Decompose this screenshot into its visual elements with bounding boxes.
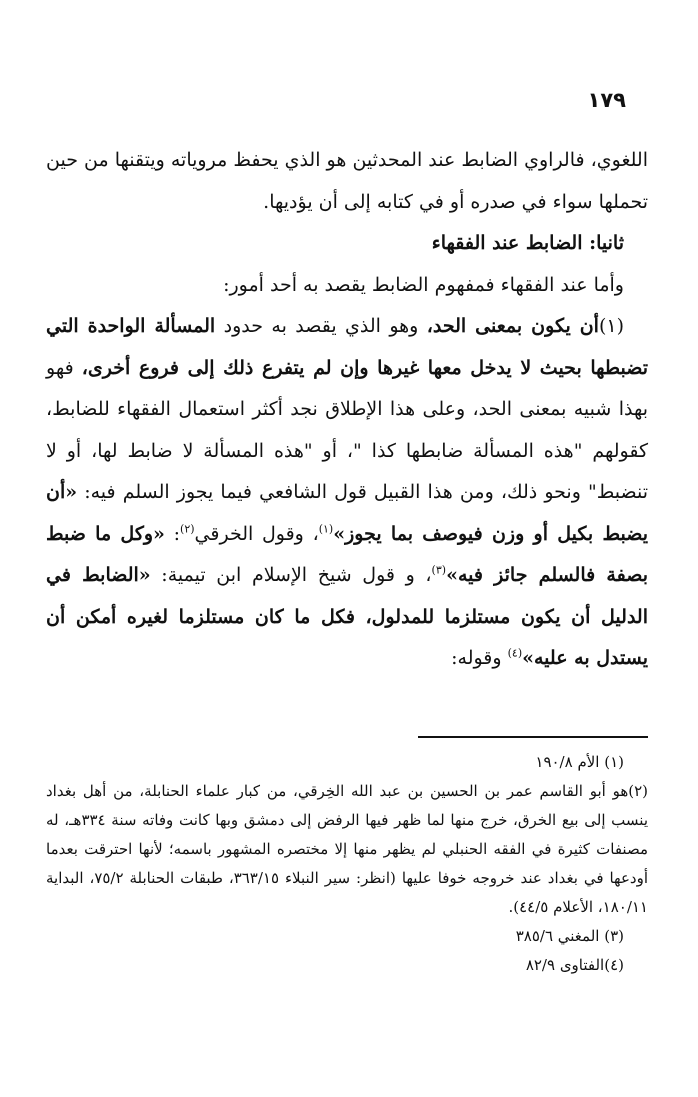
paragraph-item-1 xyxy=(46,306,648,680)
page-number: ١٧٩ xyxy=(587,88,626,112)
section-heading: ثانيا: الضابط عند الفقهاء xyxy=(431,232,624,254)
item-number: (١) xyxy=(598,315,625,337)
footnote-ref-4: (٤) xyxy=(507,646,523,660)
footnote-ref-3: (٣) xyxy=(431,563,447,577)
footnote-ref-2: (٢) xyxy=(180,522,195,536)
footnote-divider xyxy=(418,736,648,738)
footnote-2: (٢)هو أبو القاسم عمر بن الحسين بن عبد الله الخِرقي، من كبار علماء الحنابلة، من أهل بغداد ينسب إلى بيع الخرق، خرج منها لما ظهر فيها الرفض إلى دمشق وبها كانت وفاته سنة ٣٣٤هـ، له مصنفات كثيرة في الفقه الحنبلي لم يظهر منها إلا مختصره المشهور باسمه؛ لأنها احترقت بعدما أودعها في بغداد عند خروجه خوفا عليها (انظر: سير النبلاء ٣٦٣/١٥، طبقات الحنابلة ٧٥/٢، البداية ١٨٠/١١، الأعلام ٤٤/٥). xyxy=(46,782,648,916)
item-text-e: ، و قول شيخ الإسلام ابن تيمية: xyxy=(150,564,432,586)
footnote-3: (٣) المغني ٣٨٥/٦ xyxy=(515,927,624,945)
paragraph-intro: اللغوي، فالراوي الضابط عند المحدثين هو الذي يحفظ مروياته ويتقنها من حين تحملها سواء في صدره أو في كتابه إلى أن يؤديها. xyxy=(46,149,648,213)
item-text-c: ، وقول الخرقي xyxy=(194,522,319,545)
item-lead-bold: أن يكون بمعنى الحد، xyxy=(426,315,599,337)
item-text-d: : xyxy=(164,522,181,545)
item-text-f: وقوله: xyxy=(451,647,508,669)
footnote-ref-1: (١) xyxy=(318,522,334,536)
quote-khiraqi: «وكل ما ضبط بصفة فالسلم جائز فيه» xyxy=(46,522,648,586)
footnotes xyxy=(46,748,648,980)
item-text-a: وهو الذي يقصد به حدود xyxy=(215,315,427,337)
quote-shafii: «أن يضبط بكيل أو وزن فيوصف بما يجوز» xyxy=(46,481,648,545)
item-mid-bold: المسألة الواحدة التي تضبطها بحيث لا يدخل معها غيرها وإن لم يتفرع ذلك إلى فروع أخرى، xyxy=(46,315,648,379)
quote-ibn-taymiyyah: «الضابط في الدليل أن يكون مستلزما للمدلول، فكل ما كان مستلزما لغيره أمكن أن يستدل به عليه» xyxy=(46,564,648,669)
paragraph-definition: وأما عند الفقهاء فمفهوم الضابط يقصد به أحد أمور: xyxy=(223,273,624,296)
item-text-b: فهو بهذا شبيه بمعنى الحد، وعلى هذا الإطلاق نجد أكثر استعمال الفقهاء للضابط، كقولهم "هذه المسألة ضابطها كذا "، أو "هذه المسألة لا ضابط لها، أو لا تنضبط" ونحو ذلك، ومن هذا القبيل قول الشافعي فيما يجوز السلم فيه: xyxy=(46,356,648,503)
footnote-4: (٤)الفتاوى ٨٢/٩ xyxy=(525,956,624,974)
main-text xyxy=(46,140,648,680)
footnote-1: (١) الأم ١٩٠/٨ xyxy=(535,753,624,771)
